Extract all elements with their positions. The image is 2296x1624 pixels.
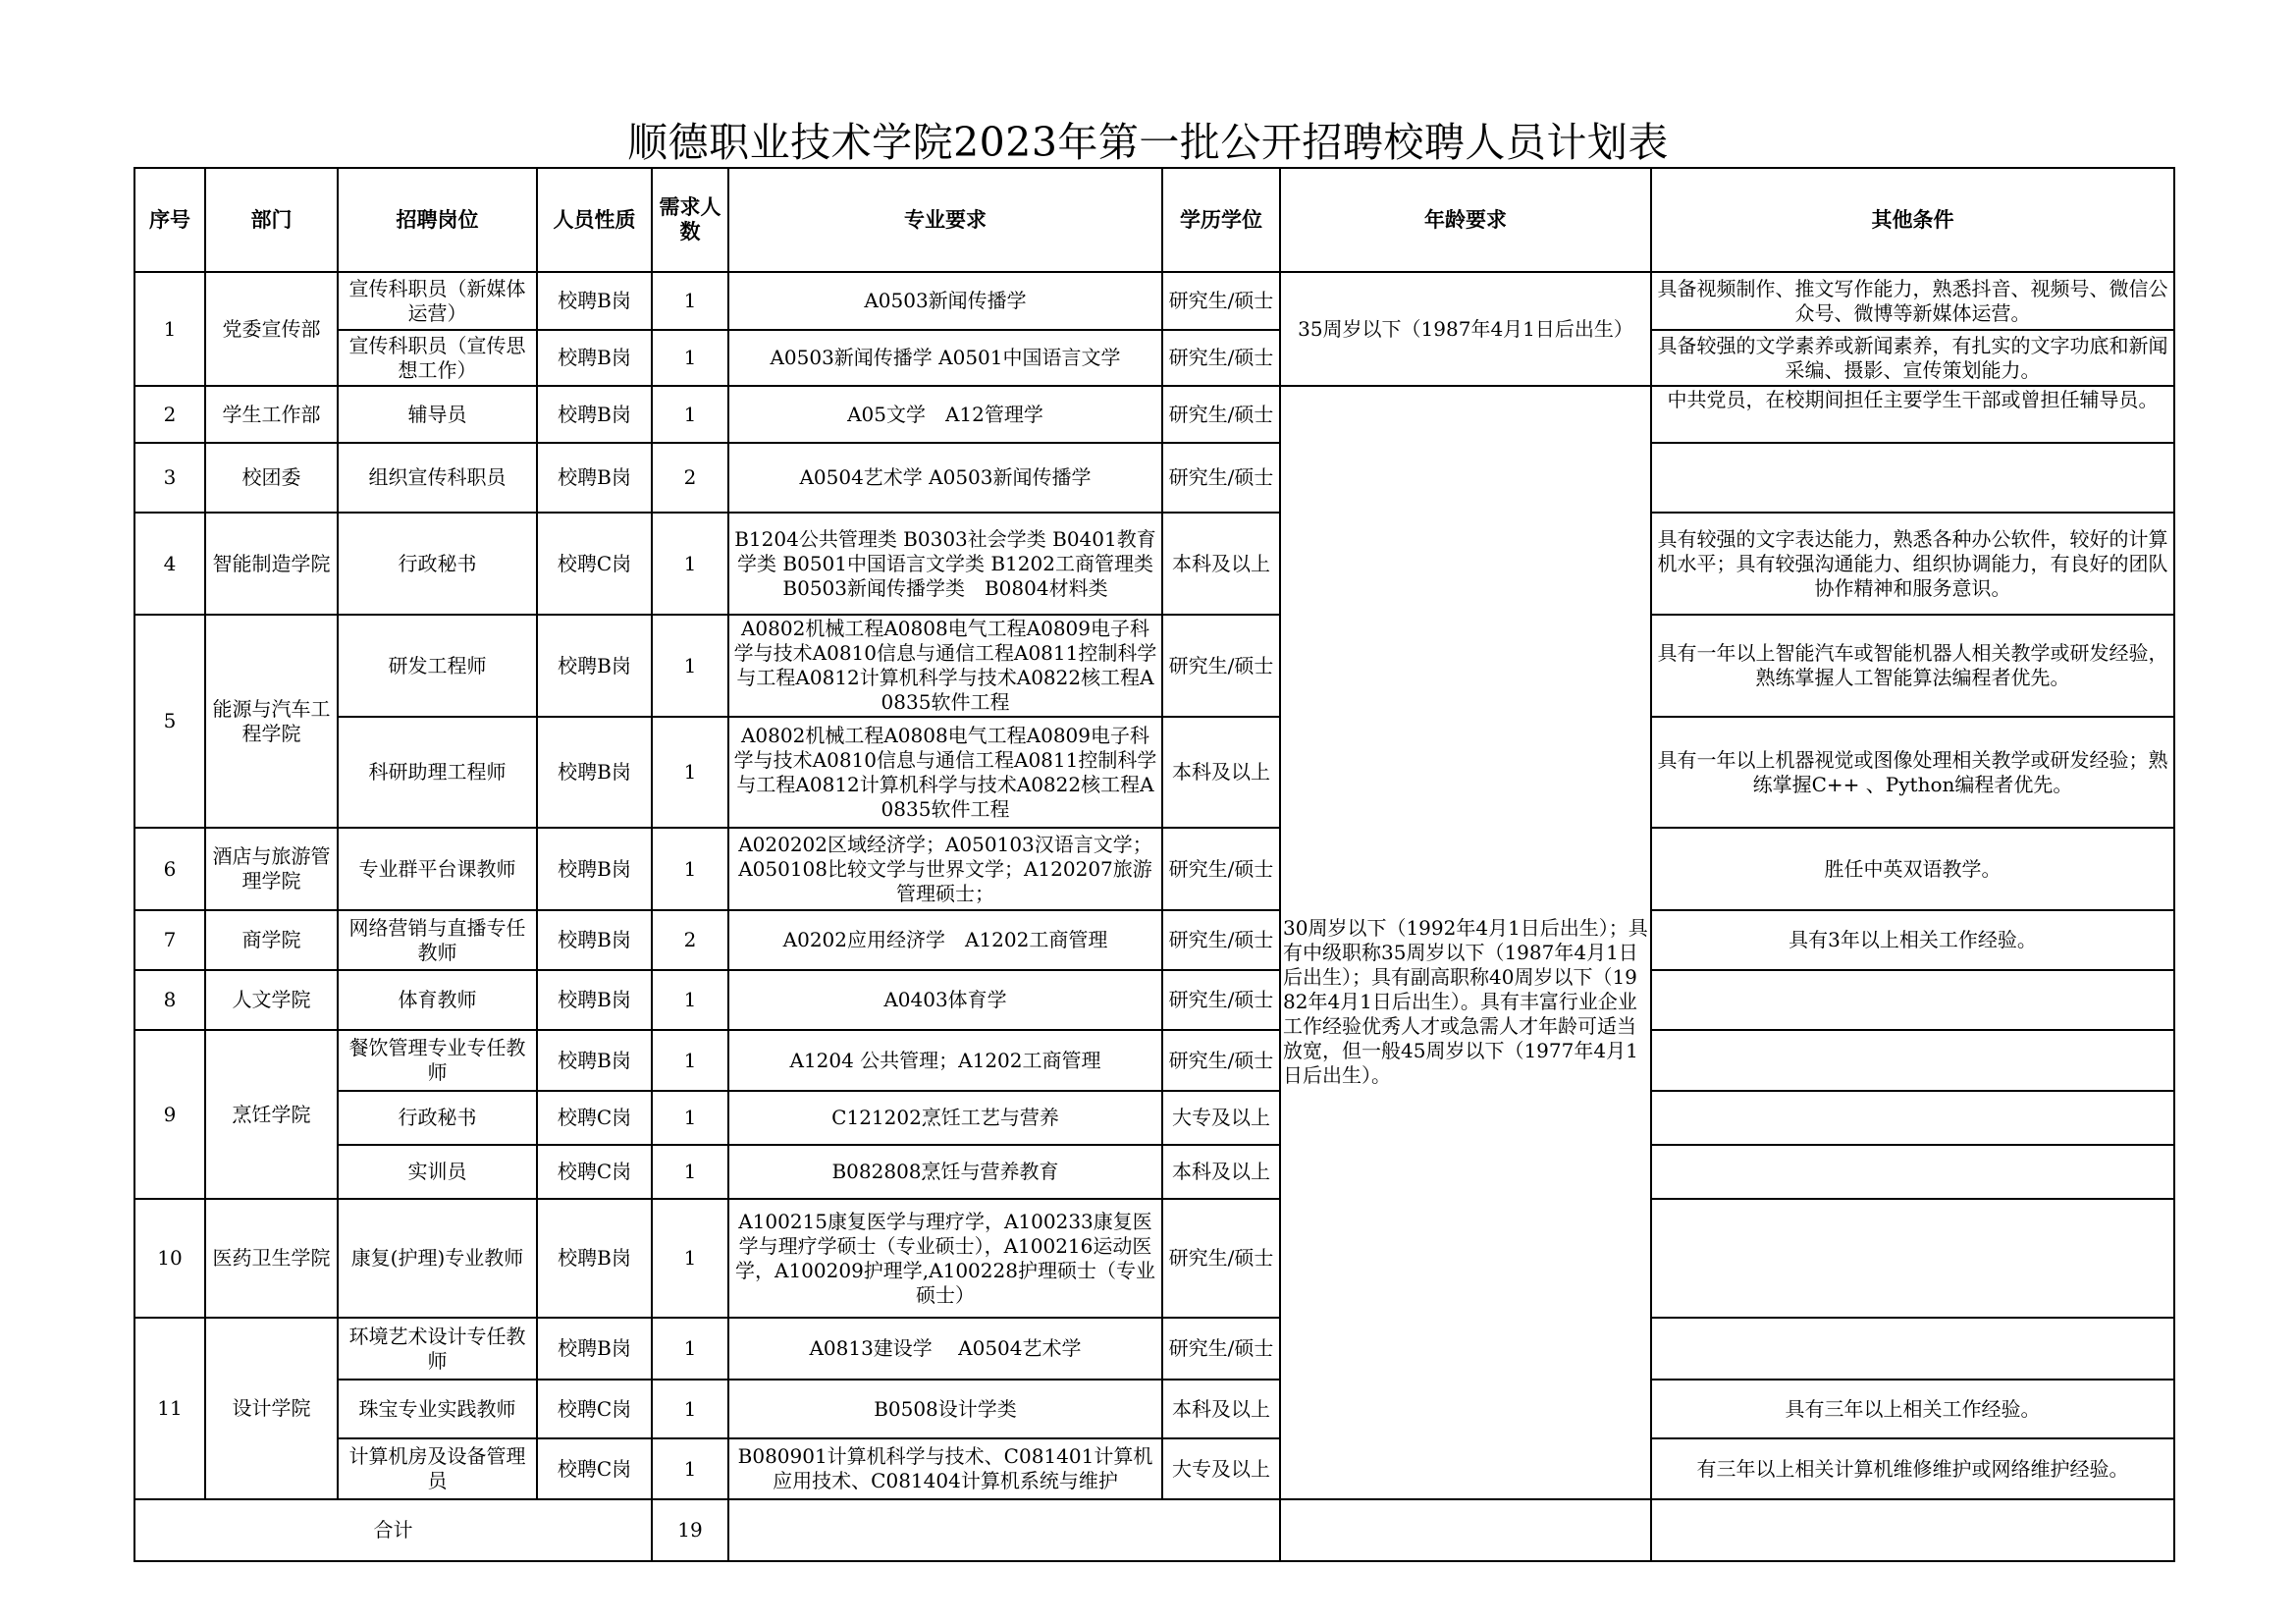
cell-other: 有三年以上相关计算机维修维护或网络维护经验。 xyxy=(1651,1438,2174,1499)
cell-other xyxy=(1651,1318,2174,1380)
cell-other xyxy=(1651,443,2174,513)
cell-position: 环境艺术设计专任教师 xyxy=(338,1318,537,1380)
cell-other xyxy=(1651,1145,2174,1199)
cell-position: 计算机房及设备管理员 xyxy=(338,1438,537,1499)
header-index: 序号 xyxy=(134,168,205,272)
cell-age-requirement-2 xyxy=(1280,386,1651,1499)
cell-department: 人文学院 xyxy=(205,970,338,1030)
cell-degree: 研究生/硕士 xyxy=(1162,1199,1280,1318)
cell-degree: 研究生/硕士 xyxy=(1162,910,1280,970)
table-row xyxy=(134,386,2174,443)
cell-major: A0202应用经济学 A1202工商管理 xyxy=(728,910,1162,970)
cell-nature: 校聘B岗 xyxy=(537,717,652,828)
cell-index: 4 xyxy=(134,513,205,615)
table-row xyxy=(134,1145,2174,1199)
cell-major: A0503新闻传播学 xyxy=(728,272,1162,330)
age-requirement-2-text: 30周岁以下（1992年4月1日后出生）；具有中级职称35周岁以下（1987年4月1日后出生）；具有副高职称40周岁以下（1982年4月1日后出生）。具有丰富行业企业工作经验优秀人才或急需人才年龄可适当放宽，但一般45周岁以下（1977年4月1日后出生）。 xyxy=(1283,915,1648,1087)
cell-count: 1 xyxy=(652,1438,728,1499)
recruitment-plan-table xyxy=(133,167,2175,1562)
total-empty-other xyxy=(1651,1499,2174,1561)
cell-degree: 本科及以上 xyxy=(1162,717,1280,828)
cell-index: 6 xyxy=(134,828,205,910)
cell-major: A1204 公共管理；A1202工商管理 xyxy=(728,1030,1162,1091)
header-count: 需求人数 xyxy=(652,168,728,272)
cell-major: A0802机械工程A0808电气工程A0809电子科学与技术A0810信息与通信工程A0811控制科学与工程A0812计算机科学与技术A0822核工程A0835软件工程 xyxy=(728,615,1162,717)
cell-other: 具有较强的文字表达能力，熟悉各种办公软件，较好的计算机水平；具有较强沟通能力、组织协调能力，有良好的团队协作精神和服务意识。 xyxy=(1651,513,2174,615)
page-title: 顺德职业技术学院2023年第一批公开招聘校聘人员计划表 xyxy=(627,119,1669,166)
cell-nature: 校聘B岗 xyxy=(537,272,652,330)
cell-count: 1 xyxy=(652,828,728,910)
cell-other xyxy=(1651,1199,2174,1318)
cell-index: 3 xyxy=(134,443,205,513)
cell-degree: 研究生/硕士 xyxy=(1162,272,1280,330)
cell-nature: 校聘B岗 xyxy=(537,1030,652,1091)
cell-position: 康复(护理)专业教师 xyxy=(338,1199,537,1318)
cell-major: A100215康复医学与理疗学，A100233康复医学与理疗学硕士（专业硕士），A100216运动医学，A100209护理学,A100228护理硕士（专业硕士） xyxy=(728,1199,1162,1318)
cell-department: 校团委 xyxy=(205,443,338,513)
cell-count: 1 xyxy=(652,272,728,330)
cell-other xyxy=(1651,970,2174,1030)
total-empty-major-degree xyxy=(728,1499,1280,1561)
cell-count: 1 xyxy=(652,1199,728,1318)
cell-position: 科研助理工程师 xyxy=(338,717,537,828)
table-row xyxy=(134,1091,2174,1145)
cell-department: 酒店与旅游管理学院 xyxy=(205,828,338,910)
cell-nature: 校聘B岗 xyxy=(537,828,652,910)
cell-major: A0503新闻传播学 A0501中国语言文学 xyxy=(728,330,1162,386)
cell-major: B0508设计学类 xyxy=(728,1380,1162,1438)
cell-nature: 校聘B岗 xyxy=(537,330,652,386)
cell-other: 具有三年以上相关工作经验。 xyxy=(1651,1380,2174,1438)
cell-degree: 本科及以上 xyxy=(1162,1145,1280,1199)
cell-nature: 校聘C岗 xyxy=(537,1145,652,1199)
cell-position: 餐饮管理专业专任教师 xyxy=(338,1030,537,1091)
cell-major: A0802机械工程A0808电气工程A0809电子科学与技术A0810信息与通信工程A0811控制科学与工程A0812计算机科学与技术A0822核工程A0835软件工程 xyxy=(728,717,1162,828)
table-row xyxy=(134,1438,2174,1499)
cell-other: 具有一年以上机器视觉或图像处理相关教学或研发经验；熟练掌握C++ 、Python编程者优先。 xyxy=(1651,717,2174,828)
table-row xyxy=(134,272,2174,330)
cell-nature: 校聘B岗 xyxy=(537,970,652,1030)
cell-count: 1 xyxy=(652,717,728,828)
cell-other: 具备较强的文学素养或新闻素养，有扎实的文字功底和新闻采编、摄影、宣传策划能力。 xyxy=(1651,330,2174,386)
cell-major: B080901计算机科学与技术、C081401计算机应用技术、C081404计算机系统与维护 xyxy=(728,1438,1162,1499)
cell-major: A05文学 A12管理学 xyxy=(728,386,1162,443)
cell-count: 2 xyxy=(652,910,728,970)
cell-count: 1 xyxy=(652,1091,728,1145)
cell-count: 1 xyxy=(652,970,728,1030)
cell-nature: 校聘B岗 xyxy=(537,1318,652,1380)
cell-nature: 校聘C岗 xyxy=(537,1380,652,1438)
cell-degree: 大专及以上 xyxy=(1162,1091,1280,1145)
cell-degree: 研究生/硕士 xyxy=(1162,1318,1280,1380)
cell-major: C121202烹饪工艺与营养 xyxy=(728,1091,1162,1145)
cell-position: 宣传科职员（新媒体运营） xyxy=(338,272,537,330)
table-row xyxy=(134,717,2174,828)
cell-index: 7 xyxy=(134,910,205,970)
header-major: 专业要求 xyxy=(728,168,1162,272)
cell-nature: 校聘C岗 xyxy=(537,513,652,615)
cell-position: 组织宣传科职员 xyxy=(338,443,537,513)
cell-other: 具备视频制作、推文写作能力，熟悉抖音、视频号、微信公众号、微博等新媒体运营。 xyxy=(1651,272,2174,330)
cell-degree: 本科及以上 xyxy=(1162,1380,1280,1438)
total-label: 合计 xyxy=(134,1499,652,1561)
cell-position: 体育教师 xyxy=(338,970,537,1030)
table-row xyxy=(134,1030,2174,1091)
header-position: 招聘岗位 xyxy=(338,168,537,272)
table-row xyxy=(134,1199,2174,1318)
header-department: 部门 xyxy=(205,168,338,272)
total-count: 19 xyxy=(652,1499,728,1561)
cell-department: 能源与汽车工程学院 xyxy=(205,615,338,828)
cell-position: 网络营销与直播专任教师 xyxy=(338,910,537,970)
header-nature: 人员性质 xyxy=(537,168,652,272)
cell-position: 实训员 xyxy=(338,1145,537,1199)
cell-position: 珠宝专业实践教师 xyxy=(338,1380,537,1438)
cell-index: 5 xyxy=(134,615,205,828)
cell-degree: 研究生/硕士 xyxy=(1162,443,1280,513)
header-other: 其他条件 xyxy=(1651,168,2174,272)
cell-nature: 校聘C岗 xyxy=(537,1438,652,1499)
total-empty-age xyxy=(1280,1499,1651,1561)
cell-major: A0813建设学 A0504艺术学 xyxy=(728,1318,1162,1380)
cell-nature: 校聘B岗 xyxy=(537,910,652,970)
cell-department: 学生工作部 xyxy=(205,386,338,443)
cell-department: 烹饪学院 xyxy=(205,1030,338,1199)
table-row xyxy=(134,330,2174,386)
cell-position: 专业群平台课教师 xyxy=(338,828,537,910)
cell-index: 8 xyxy=(134,970,205,1030)
cell-degree: 研究生/硕士 xyxy=(1162,970,1280,1030)
cell-index: 10 xyxy=(134,1199,205,1318)
cell-nature: 校聘C岗 xyxy=(537,1091,652,1145)
cell-department: 医药卫生学院 xyxy=(205,1199,338,1318)
cell-count: 2 xyxy=(652,443,728,513)
cell-degree: 研究生/硕士 xyxy=(1162,828,1280,910)
cell-nature: 校聘B岗 xyxy=(537,615,652,717)
cell-age-requirement-1: 35周岁以下（1987年4月1日后出生） xyxy=(1280,272,1651,386)
cell-other: 具有3年以上相关工作经验。 xyxy=(1651,910,2174,970)
cell-count: 1 xyxy=(652,615,728,717)
cell-degree: 本科及以上 xyxy=(1162,513,1280,615)
cell-major: A0504艺术学 A0503新闻传播学 xyxy=(728,443,1162,513)
table-row xyxy=(134,828,2174,910)
cell-other xyxy=(1651,1030,2174,1091)
cell-index: 2 xyxy=(134,386,205,443)
cell-count: 1 xyxy=(652,386,728,443)
cell-department: 商学院 xyxy=(205,910,338,970)
cell-position: 宣传科职员（宣传思想工作） xyxy=(338,330,537,386)
cell-position: 行政秘书 xyxy=(338,1091,537,1145)
cell-major: A0403体育学 xyxy=(728,970,1162,1030)
cell-nature: 校聘B岗 xyxy=(537,1199,652,1318)
table-row xyxy=(134,443,2174,513)
cell-department: 智能制造学院 xyxy=(205,513,338,615)
cell-degree: 研究生/硕士 xyxy=(1162,1030,1280,1091)
cell-index: 1 xyxy=(134,272,205,386)
cell-major: B1204公共管理类 B0303社会学类 B0401教育学类 B0501中国语言文学类 B1202工商管理类 B0503新闻传播学类 B0804材料类 xyxy=(728,513,1162,615)
cell-count: 1 xyxy=(652,1380,728,1438)
table-row xyxy=(134,970,2174,1030)
cell-major: A020202区域经济学；A050103汉语言文学；A050108比较文学与世界文学；A120207旅游管理硕士； xyxy=(728,828,1162,910)
cell-position: 行政秘书 xyxy=(338,513,537,615)
header-age: 年龄要求 xyxy=(1280,168,1651,272)
cell-degree: 研究生/硕士 xyxy=(1162,615,1280,717)
table-row xyxy=(134,1318,2174,1380)
table-row xyxy=(134,615,2174,717)
cell-nature: 校聘B岗 xyxy=(537,443,652,513)
cell-degree: 大专及以上 xyxy=(1162,1438,1280,1499)
header-row xyxy=(134,168,2174,272)
cell-other xyxy=(1651,1091,2174,1145)
cell-position: 研发工程师 xyxy=(338,615,537,717)
cell-index: 11 xyxy=(134,1318,205,1499)
cell-other: 胜任中英双语教学。 xyxy=(1651,828,2174,910)
cell-major: B082808烹饪与营养教育 xyxy=(728,1145,1162,1199)
cell-degree: 研究生/硕士 xyxy=(1162,386,1280,443)
cell-other: 具有一年以上智能汽车或智能机器人相关教学或研发经验，熟练掌握人工智能算法编程者优先。 xyxy=(1651,615,2174,717)
cell-count: 1 xyxy=(652,1318,728,1380)
cell-department: 党委宣传部 xyxy=(205,272,338,386)
cell-nature: 校聘B岗 xyxy=(537,386,652,443)
header-degree: 学历学位 xyxy=(1162,168,1280,272)
cell-department: 设计学院 xyxy=(205,1318,338,1499)
table-row xyxy=(134,1380,2174,1438)
cell-count: 1 xyxy=(652,513,728,615)
table-row xyxy=(134,513,2174,615)
table-row xyxy=(134,910,2174,970)
cell-degree: 研究生/硕士 xyxy=(1162,330,1280,386)
cell-index: 9 xyxy=(134,1030,205,1199)
cell-count: 1 xyxy=(652,1030,728,1091)
cell-count: 1 xyxy=(652,330,728,386)
total-row xyxy=(134,1499,2174,1561)
cell-other: 中共党员，在校期间担任主要学生干部或曾担任辅导员。 xyxy=(1651,386,2174,443)
cell-position: 辅导员 xyxy=(338,386,537,443)
cell-count: 1 xyxy=(652,1145,728,1199)
